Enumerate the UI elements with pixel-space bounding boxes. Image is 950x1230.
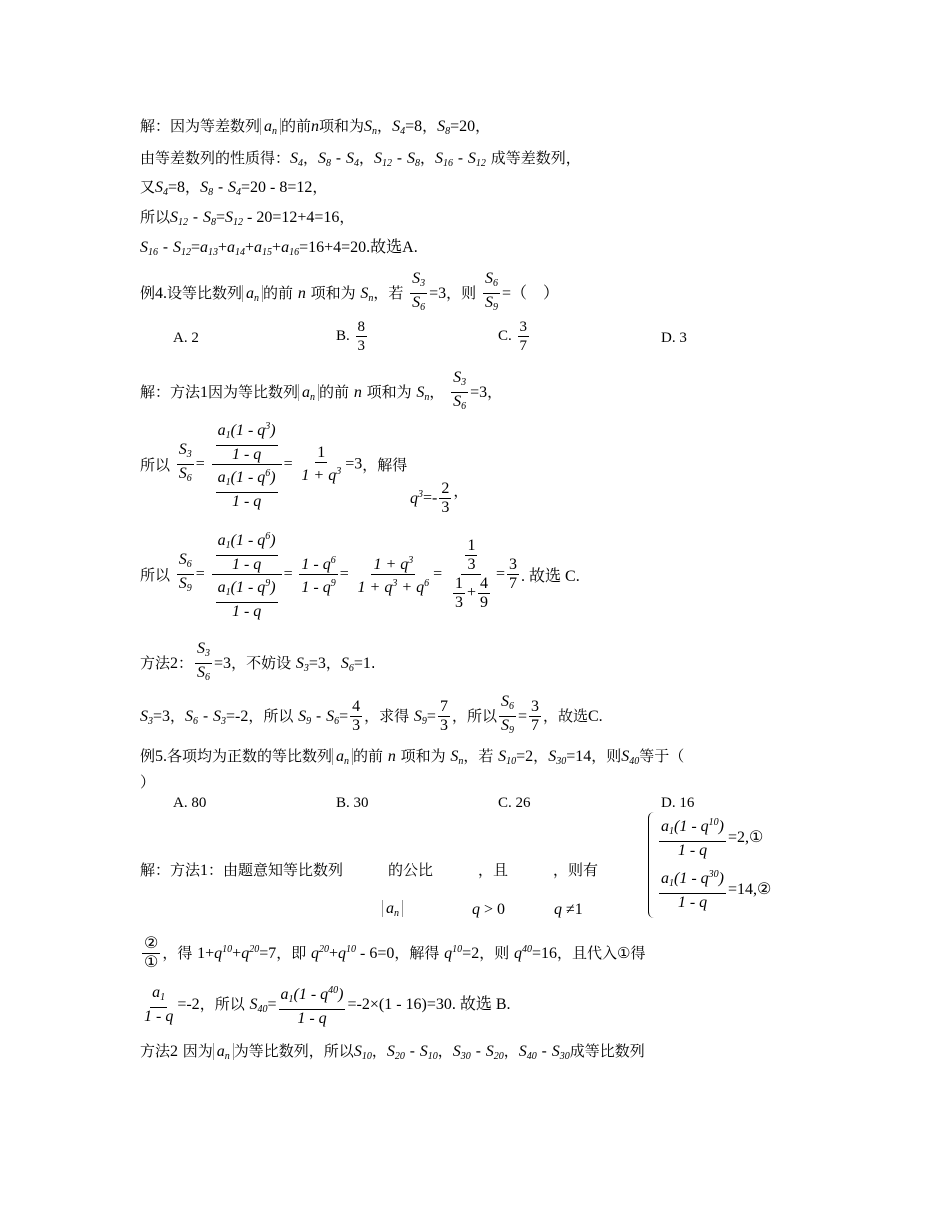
- solution-4-q3: $q^3=-$ $\frac{2}{3}$ ，: [410, 480, 469, 516]
- line-2: 由等差数列的性质得：$S_4$，$S_8 - S_4$，$S_{12} - S_8$，$S_{16} - S_{12}$ 成等差数列，: [140, 149, 581, 169]
- solution-5-q-ne1: q ≠1: [554, 901, 583, 918]
- solution-5-step1: $\frac{\text{②}}{\text{①}}$ ，得 $1+q^{10}+q^{20}=7$，即 $q^{20}+q^{10} - 6=0$，解得 $q^{10}=2$，则 $q^{40}=16$，且代入①得: [144, 935, 646, 971]
- solution-4-intro: 解：方法1因为等比数列 $a_n$ 的前 n 项和为 $S_n$， $\frac{S_3}{S_6}$ =3，: [140, 369, 503, 412]
- solution-5-method-2: 方法2 因为 $a_n$ 为等比数列，所以$S_{10}$，$S_{20} - S_{10}$，$S_{30} - S_{20}$，$S_{40} - S_{30}$成等比数列: [140, 1042, 645, 1062]
- solution-4-step1: 所以 $\frac{S_3}{S_6}$ = $\frac{\frac{a_1(1 - q^3)}{1 - q}}{\frac{a_1(1 - q^6)}{1 - q}}$ = $\frac{1}{1 + q^3}$ =3，解得: [140, 418, 407, 511]
- solution-5-seq: $a_n$: [382, 898, 403, 924]
- ex4-option-d: D. 3: [661, 330, 687, 346]
- ex5-option-b: B. 30: [336, 795, 369, 811]
- method-2-intro: 方法2： $\frac{S_3}{S_6}$ =3，不妨设 $S_3=3$，$S_6=1$.: [140, 640, 376, 683]
- equation-1: $\frac{a_1(1 - q^{10})}{1 - q}$ =2,①: [657, 814, 763, 860]
- solution-5-step2: $\frac{a_1}{1 - q}$ =-2，所以 $S_{40}=$ $\frac{a_1(1 - q^{40})}{1 - q}$ =-2×(1 - 16)=30. 故选 B.: [144, 983, 511, 1027]
- equation-2: $\frac{a_1(1 - q^{30})}{1 - q}$ =14,②: [657, 866, 771, 912]
- line-5: $S_{16} - S_{12}=a_{13}+a_{14}+a_{15}+a_{16}=16+4=20$.故选A.: [140, 238, 418, 258]
- ex5-option-c: C. 26: [498, 795, 531, 811]
- line-3: 又$S_4=8$，$S_8 - S_4=20 - 8=12$，: [140, 178, 328, 198]
- example-5-paren: ）: [140, 773, 156, 791]
- line-1: 解：因为等差数列 $a_n$ 的前n项和为$S_n$，$S_4=8$，$S_8=20$，: [140, 117, 491, 137]
- ex5-option-d: D. 16: [661, 795, 695, 811]
- ex4-option-b: B. $\frac{8}{3}$: [336, 319, 366, 354]
- solution-4-step2: 所以 $\frac{S_6}{S_9}$ = $\frac{\frac{a_1(1 - q^6)}{1 - q}}{\frac{a_1(1 - q^9)}{1 - q}}$ = $\frac{1 - q^6}{1 - q^9}$ = $\frac{1 + q^3}{1 + q^3 + q^6}$ = $\frac{1}{3}$ $\frac{1}{3}$ + $\frac{4}{9}$ = $\frac{3}{7}$ . 故选 C.: [140, 528, 580, 621]
- ex4-option-c: C. $\frac{3}{7}$: [498, 319, 528, 354]
- line-4: 所以$S_{12} - S_8=S_{12} - 20=12+4=16$，: [140, 208, 355, 228]
- solution-5-intro: 解：方法1：由题意知等比数列 的公比 ，且 ，则有: [140, 861, 599, 879]
- method-2-steps: $S_3=3$，$S_6 - S_3=-2$，所以 $S_9 - S_6=$ $\frac{4}{3}$ ，求得 $S_9=$ $\frac{7}{3}$ ，所以 $\frac{S_6}{S_9}$ = $\frac{3}{7}$ ，故选C.: [140, 693, 603, 736]
- example-5-question: 例5.各项均为正数的等比数列 $a_n$ 的前 n 项和为 $S_n$，若 $S_{10}=2$，$S_{30}=14$，则$S_{40}$等于（: [140, 747, 685, 767]
- example-4-question: 例4.设等比数列 $a_n$ 的前 n 项和为 $S_n$，若 $\frac{S_3}{S_6}$ =3，则 $\frac{S_6}{S_9}$ =（ ）: [140, 270, 559, 313]
- ex5-option-a: A. 80: [173, 795, 207, 811]
- solution-5-q-pos: q > 0: [472, 901, 506, 918]
- ex4-option-a: A. 2: [173, 330, 199, 346]
